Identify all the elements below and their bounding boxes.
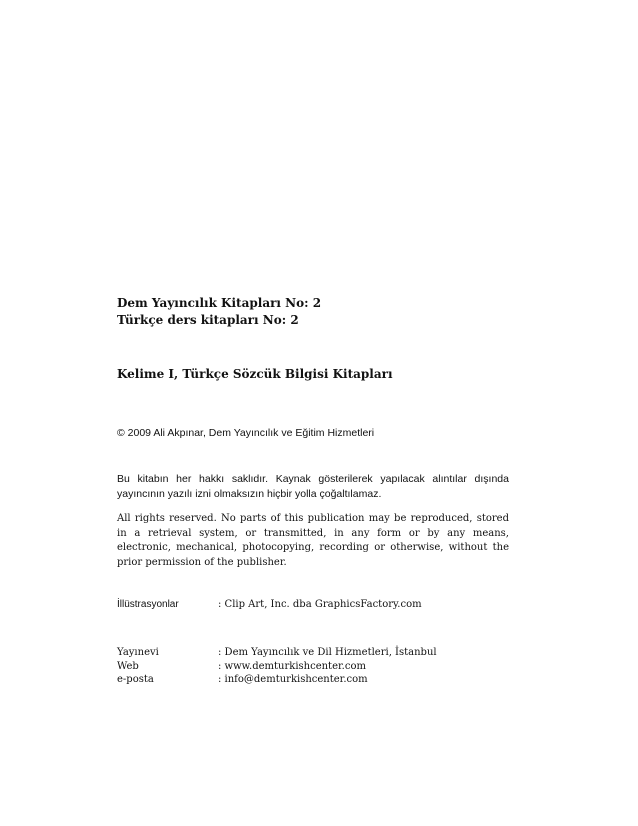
publisher-info-value: : www.demturkishcenter.com [218, 660, 366, 672]
copyright-block [117, 426, 509, 440]
rights-notice-en: All rights reserved. No parts of this publication may be reproduced, stored in a retrieval system, or transmitted, in any form or by any means, electronic, mechanical, photocopying, recording or otherwise, without the prior permission of the publisher. [117, 513, 509, 568]
publisher-info-label: e-posta [117, 674, 154, 686]
illustrations-row [117, 598, 509, 612]
illustrations-block [117, 598, 509, 612]
illustrations-value: : Clip Art, Inc. dba GraphicsFactory.com [218, 599, 422, 610]
publisher-info-row [117, 660, 509, 674]
publisher-info-row [117, 646, 509, 660]
copyright-notice: © 2009 Ali Akpınar, Dem Yayıncılık ve Eğitim Hizmetleri [117, 427, 375, 439]
publisher-info-label: Yayınevi [117, 647, 159, 658]
publisher-info-value: : Dem Yayıncılık ve Dil Hizmetleri, İstanbul [218, 647, 437, 658]
book-title-block [117, 366, 509, 382]
rights-en-block [117, 512, 509, 570]
series-info [117, 295, 509, 329]
series-line: Türkçe ders kitapları No: 2 [117, 313, 299, 327]
rights-notice-tr: Bu kitabın her hakkı saklıdır. Kaynak gösterilerek yapılacak alıntılar dışında yayıncının yazılı izni olmaksızın hiçbir yolla çoğaltılamaz. [117, 473, 509, 500]
illustrations-label: İllüstrasyonlar [117, 599, 179, 610]
publisher-info-row [117, 673, 509, 687]
book-title: Kelime I, Türkçe Sözcük Bilgisi Kitapları [117, 367, 393, 381]
publisher-info-block [117, 646, 509, 687]
publisher-info-value: : info@demturkishcenter.com [218, 674, 368, 686]
series-line: Dem Yayıncılık Kitapları No: 2 [117, 296, 322, 310]
publisher-info-label: Web [117, 660, 139, 672]
rights-tr-block [117, 472, 509, 501]
